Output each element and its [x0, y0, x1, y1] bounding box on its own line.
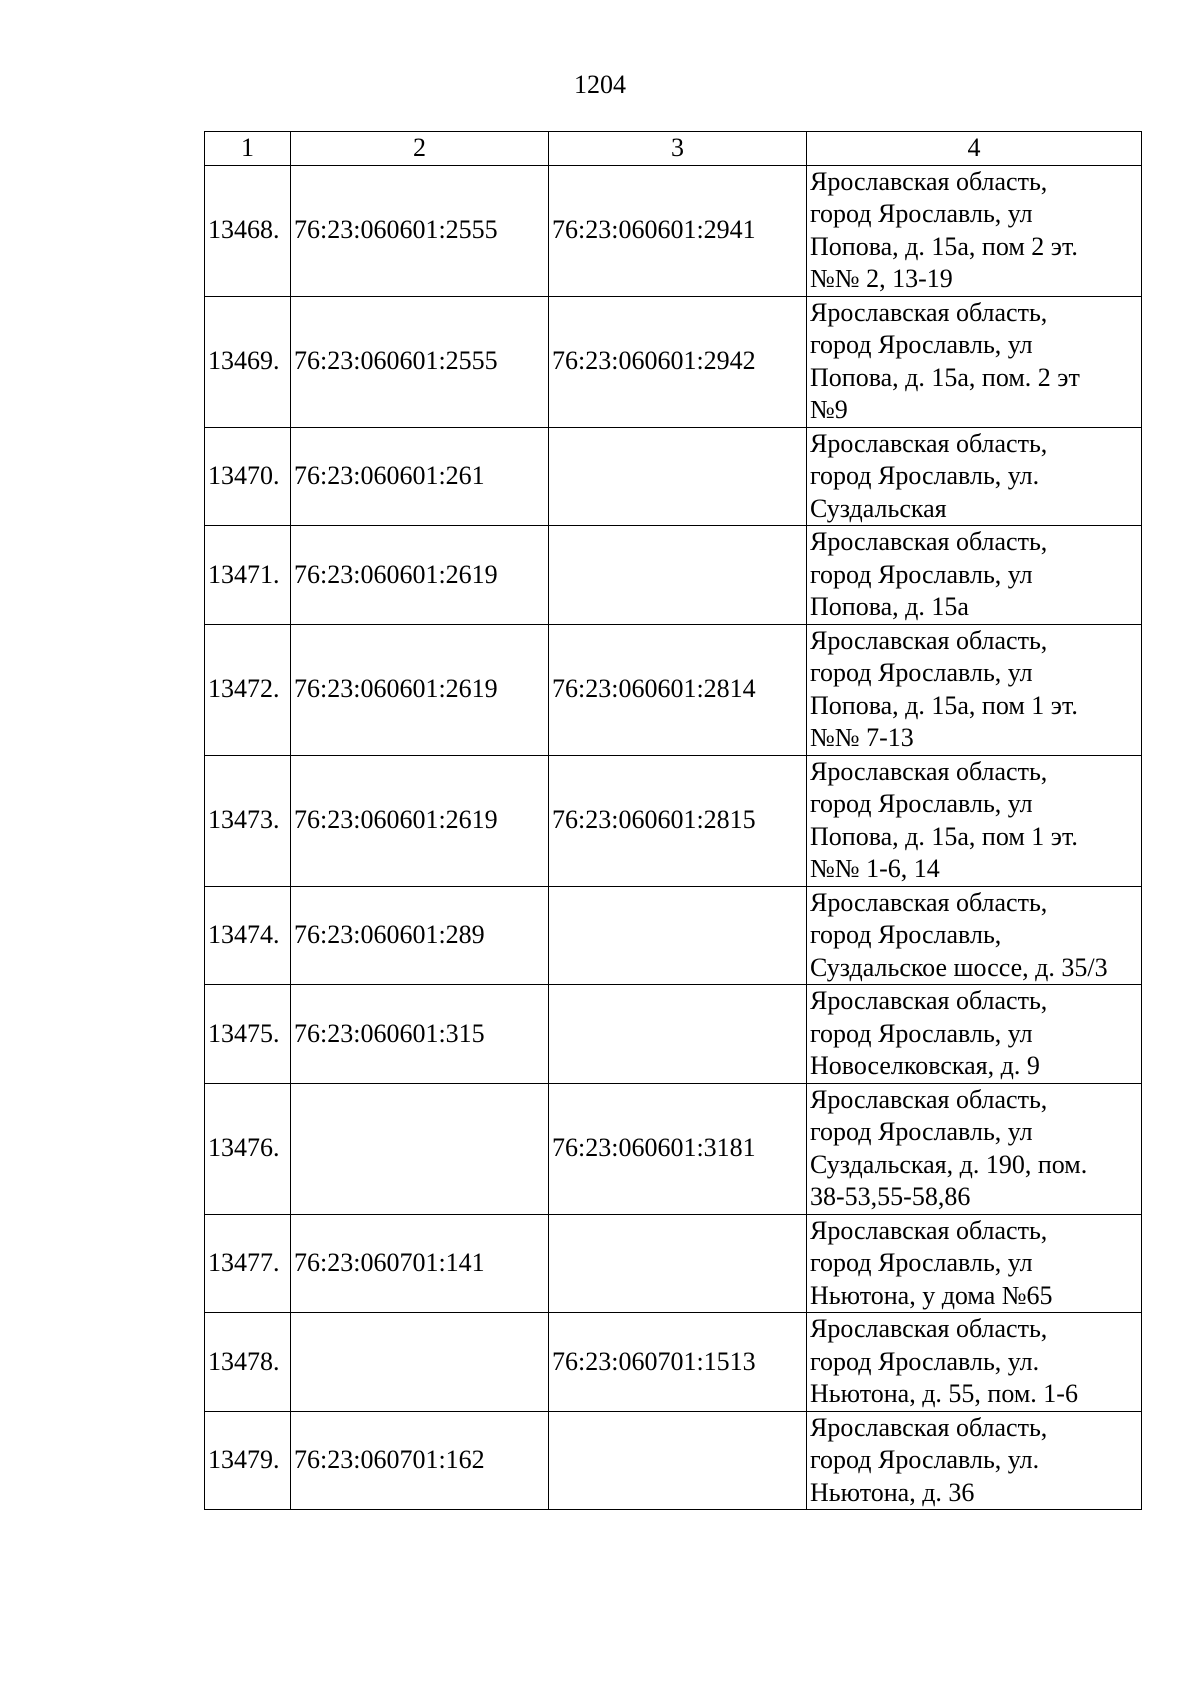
- table-row: [205, 427, 1142, 526]
- address-cell: Ярославская область, город Ярославль, ул Попова, д. 15а, пом 1 эт. №№ 1-6, 14: [807, 755, 1142, 886]
- page-number: 1204: [574, 70, 626, 99]
- column-header: 1: [205, 132, 291, 166]
- row-number-cell: 13478.: [205, 1313, 291, 1412]
- row-number-cell: 13471.: [205, 526, 291, 625]
- object-cadastral-number-cell: 76:23:060601:2942: [549, 296, 807, 427]
- cadastral-number-cell: 76:23:060601:2555: [291, 296, 549, 427]
- row-number-cell: 13474.: [205, 886, 291, 985]
- row-number-cell: 13469.: [205, 296, 291, 427]
- object-cadastral-number-cell: [549, 886, 807, 985]
- address-cell: Ярославская область, город Ярославль, ул Попова, д. 15а, пом 2 эт. №№ 2, 13-19: [807, 165, 1142, 296]
- object-cadastral-number-cell: 76:23:060601:2941: [549, 165, 807, 296]
- row-number-cell: 13477.: [205, 1214, 291, 1313]
- object-cadastral-number-cell: [549, 427, 807, 526]
- object-cadastral-number-cell: [549, 1214, 807, 1313]
- row-number-cell: 13470.: [205, 427, 291, 526]
- cadastral-number-cell: 76:23:060601:2619: [291, 526, 549, 625]
- table-row: [205, 886, 1142, 985]
- address-cell: Ярославская область, город Ярославль, ул Попова, д. 15а, пом 1 эт. №№ 7-13: [807, 624, 1142, 755]
- address-cell: Ярославская область, город Ярославль, ул Суздальская, д. 190, пом. 38-53,55-58,86: [807, 1083, 1142, 1214]
- row-number-cell: 13476.: [205, 1083, 291, 1214]
- table-row: [205, 1411, 1142, 1510]
- row-number-cell: 13475.: [205, 985, 291, 1084]
- table-row: [205, 755, 1142, 886]
- cadastral-number-cell: 76:23:060601:289: [291, 886, 549, 985]
- address-cell: Ярославская область, город Ярославль, ул Ньютона, у дома №65: [807, 1214, 1142, 1313]
- cadastral-number-cell: 76:23:060701:162: [291, 1411, 549, 1510]
- address-cell: Ярославская область, город Ярославль, ул Попова, д. 15а: [807, 526, 1142, 625]
- object-cadastral-number-cell: 76:23:060601:3181: [549, 1083, 807, 1214]
- row-number-cell: 13472.: [205, 624, 291, 755]
- table-row: [205, 624, 1142, 755]
- object-cadastral-number-cell: [549, 1411, 807, 1510]
- address-cell: Ярославская область, город Ярославль, Суздальское шоссе, д. 35/3: [807, 886, 1142, 985]
- object-cadastral-number-cell: [549, 985, 807, 1084]
- object-cadastral-number-cell: 76:23:060601:2815: [549, 755, 807, 886]
- table-header-row: [205, 132, 1142, 166]
- table-row: [205, 1313, 1142, 1412]
- row-number-cell: 13479.: [205, 1411, 291, 1510]
- table-row: [205, 526, 1142, 625]
- address-cell: Ярославская область, город Ярославль, ул Новоселковская, д. 9: [807, 985, 1142, 1084]
- table-row: [205, 985, 1142, 1084]
- registry-table: [204, 131, 1142, 1510]
- table-row: [205, 1083, 1142, 1214]
- table-row: [205, 165, 1142, 296]
- object-cadastral-number-cell: [549, 526, 807, 625]
- cadastral-number-cell: 76:23:060701:141: [291, 1214, 549, 1313]
- cadastral-number-cell: 76:23:060601:261: [291, 427, 549, 526]
- column-header: 2: [291, 132, 549, 166]
- object-cadastral-number-cell: 76:23:060701:1513: [549, 1313, 807, 1412]
- address-cell: Ярославская область, город Ярославль, ул. Ньютона, д. 36: [807, 1411, 1142, 1510]
- address-cell: Ярославская область, город Ярославль, ул. Ньютона, д. 55, пом. 1-6: [807, 1313, 1142, 1412]
- row-number-cell: 13473.: [205, 755, 291, 886]
- cadastral-number-cell: 76:23:060601:315: [291, 985, 549, 1084]
- cadastral-number-cell: 76:23:060601:2619: [291, 624, 549, 755]
- address-cell: Ярославская область, город Ярославль, ул Попова, д. 15а, пом. 2 эт №9: [807, 296, 1142, 427]
- object-cadastral-number-cell: 76:23:060601:2814: [549, 624, 807, 755]
- table-row: [205, 1214, 1142, 1313]
- table-body: [205, 165, 1142, 1510]
- cadastral-number-cell: 76:23:060601:2619: [291, 755, 549, 886]
- cadastral-number-cell: [291, 1083, 549, 1214]
- address-cell: Ярославская область, город Ярославль, ул. Суздальская: [807, 427, 1142, 526]
- cadastral-number-cell: 76:23:060601:2555: [291, 165, 549, 296]
- column-header: 4: [807, 132, 1142, 166]
- cadastral-number-cell: [291, 1313, 549, 1412]
- column-header: 3: [549, 132, 807, 166]
- table-row: [205, 296, 1142, 427]
- row-number-cell: 13468.: [205, 165, 291, 296]
